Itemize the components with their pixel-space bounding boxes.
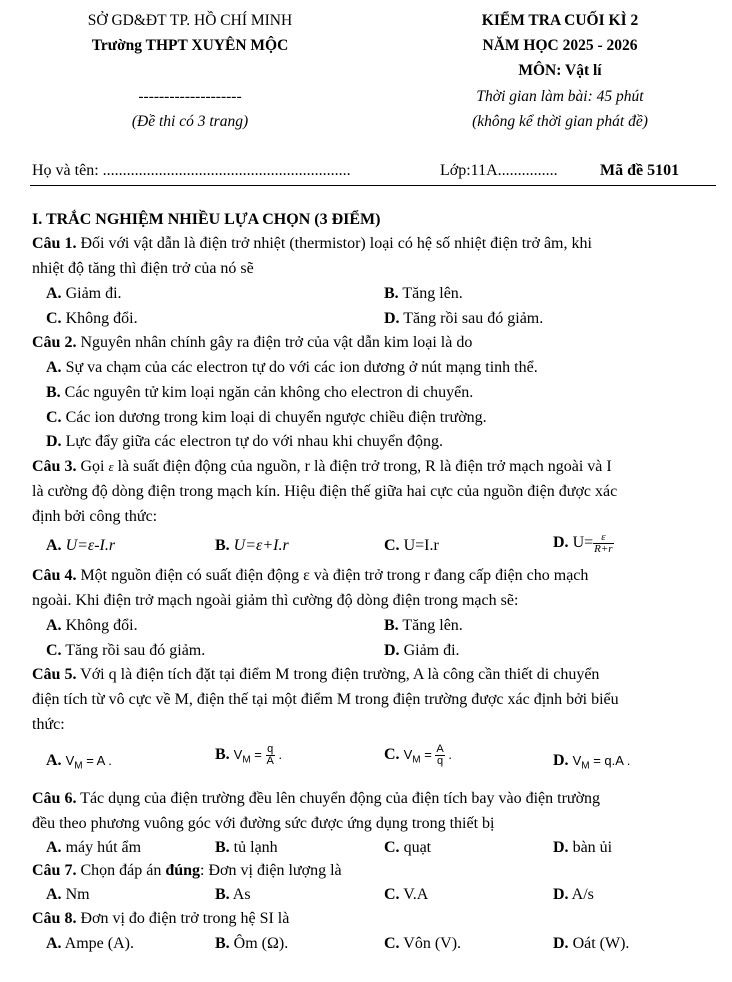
option-a <box>46 935 134 953</box>
question-2 <box>32 334 472 352</box>
option-text: As <box>229 886 251 903</box>
question-text: Chọn đáp án <box>76 862 166 879</box>
option-label: D. <box>553 534 569 552</box>
option-a <box>46 359 538 377</box>
option-a <box>46 752 112 772</box>
exam-code: Mã đề 5101 <box>600 162 680 179</box>
option-label: A. <box>46 935 62 952</box>
question-number: Câu 8. <box>32 910 77 927</box>
question-1 <box>32 235 592 253</box>
section-title: I. TRẮC NGHIỆM NHIỀU LỰA CHỌN (3 ĐIỂM) <box>32 211 381 228</box>
page-count: (Đề thi có 3 trang) <box>131 113 249 130</box>
question-6 <box>32 790 600 808</box>
option-b <box>215 935 288 953</box>
student-name-field: Họ và tên: .............................................................. <box>32 162 351 179</box>
option-label: A. <box>46 886 62 903</box>
option-text: Không đổi. <box>61 310 138 327</box>
option-label: D. <box>553 839 569 856</box>
option-label: D. <box>553 886 569 903</box>
option-a <box>46 617 138 635</box>
option-text: Không đổi. <box>61 617 138 634</box>
question-text-cont: định bởi công thức: <box>32 508 158 525</box>
option-d <box>553 839 612 857</box>
class-field: Lớp:11A............... <box>440 162 558 179</box>
header-divider <box>30 185 716 186</box>
question-4 <box>32 567 588 585</box>
question-text: Tác dụng của điện trường đều lên chuyển động của điện tích bay vào điện trường <box>76 790 601 807</box>
option-label: C. <box>46 310 62 327</box>
option-d <box>553 886 594 904</box>
option-formula: $V_M = q.A$ . <box>572 753 631 772</box>
option-label: A. <box>46 617 62 634</box>
fraction-numerator: q <box>267 743 274 755</box>
fraction-numerator: ε <box>601 531 606 543</box>
question-text: Đơn vị đo điện trở trong hệ SI là <box>76 910 290 927</box>
epsilon-symbol: ε <box>108 459 114 474</box>
question-5 <box>32 666 599 684</box>
option-text: Tăng lên. <box>398 617 463 634</box>
option-c <box>384 537 439 555</box>
option-d <box>384 310 543 328</box>
option-label: C. <box>46 409 62 426</box>
option-formula: U=ε+I.r <box>229 537 289 554</box>
question-number: Câu 6. <box>32 790 77 807</box>
option-c <box>46 642 205 660</box>
option-text: tủ lạnh <box>229 839 278 856</box>
option-text: Oát (W). <box>568 935 630 952</box>
question-8 <box>32 910 289 928</box>
question-text: Đối với vật dẫn là điện trở nhiệt (thermistor) loại có hệ số nhiệt điện trở âm, khi <box>76 235 592 252</box>
option-text: bàn ủi <box>568 839 613 856</box>
option-label: A. <box>46 359 62 376</box>
school-name: Trường THPT XUYÊN MỘC <box>91 37 289 54</box>
option-formula: U= <box>568 534 594 552</box>
option-c <box>384 935 461 953</box>
question-text: là suất điện động của nguồn, r là điện trở trong, R là điện trở mạch ngoài và I <box>113 458 612 475</box>
option-label: C. <box>384 839 400 856</box>
option-label: B. <box>215 886 230 903</box>
fraction-numerator: A <box>436 743 444 755</box>
option-b <box>215 744 282 767</box>
option-c <box>384 886 428 904</box>
option-label: B. <box>215 745 230 763</box>
question-number: Câu 7. <box>32 862 77 879</box>
option-label: B. <box>215 537 230 554</box>
option-label: D. <box>384 642 400 659</box>
option-text: Giảm đi. <box>61 285 122 302</box>
question-text-cont: đều theo phương vuông góc với đường sức được ứng dụng trong thiết bị <box>32 815 495 832</box>
option-text: quạt <box>399 839 432 856</box>
option-label: C. <box>384 537 400 554</box>
option-a <box>46 285 122 303</box>
option-label: B. <box>384 617 399 634</box>
option-text: V.A <box>399 886 429 903</box>
option-label: A. <box>46 285 62 302</box>
question-text-cont: nhiệt độ tăng thì điện trở của nó sẽ <box>32 260 254 277</box>
option-label: D. <box>553 935 569 952</box>
exam-title: KIỂM TRA CUỐI KÌ 2 <box>481 12 639 29</box>
option-c <box>384 744 452 767</box>
option-label: B. <box>215 935 230 952</box>
question-number: Câu 5. <box>32 666 77 683</box>
option-b <box>215 886 251 904</box>
question-emphasis: đúng <box>165 862 201 879</box>
option-label: A. <box>46 752 62 769</box>
question-text: : Đơn vị điện lượng là <box>200 862 342 879</box>
question-number: Câu 4. <box>32 567 77 584</box>
option-formula: U=ε-I.r <box>61 537 116 554</box>
option-text: Tăng rồi sau đó giảm. <box>61 642 206 659</box>
school-year: NĂM HỌC 2025 - 2026 <box>482 37 638 54</box>
option-text: Nm <box>61 886 90 903</box>
option-formula: $V_M = A$ . <box>65 753 112 772</box>
time-limit: Thời gian làm bài: 45 phút <box>476 88 644 105</box>
question-number: Câu 2. <box>32 334 77 351</box>
option-b <box>384 617 463 635</box>
option-d <box>553 532 614 555</box>
question-text: Với q là điện tích đặt tại điểm M trong điện trường, A là công cần thiết di chuyển <box>76 666 600 683</box>
option-d <box>553 935 629 953</box>
option-d <box>46 433 443 451</box>
option-label: D. <box>384 310 400 327</box>
option-text: Các ion dương trong kim loại di chuyển ngược chiều điện trường. <box>61 409 487 426</box>
fraction-denominator: q <box>437 755 444 767</box>
option-d <box>553 752 630 772</box>
option-a <box>46 886 90 904</box>
question-text-cont: thức: <box>32 716 65 733</box>
question-text-cont: điện tích từ vô cực về M, điện thế tại một điểm M trong điện trường được xác định bởi biểu <box>32 691 619 708</box>
option-label: B. <box>384 285 399 302</box>
fraction-denominator: A <box>266 755 274 767</box>
option-d <box>384 642 460 660</box>
option-label: A. <box>46 537 62 554</box>
option-formula: $V_M$ = $\frac{A}{q}$ . <box>403 743 452 767</box>
option-label: C. <box>384 935 400 952</box>
option-label: B. <box>215 839 230 856</box>
option-text: máy hút ẩm <box>61 839 142 856</box>
option-text: Các nguyên tử kim loại ngăn cản không cho electron di chuyển. <box>60 384 474 401</box>
fraction-denominator: R+r <box>594 543 613 555</box>
option-text: Ampe (A). <box>61 935 134 952</box>
option-text: Tăng rồi sau đó giảm. <box>399 310 544 327</box>
subject: MÔN: Vật lí <box>518 62 602 79</box>
option-text: A/s <box>568 886 594 903</box>
fraction <box>266 744 275 767</box>
header-dashes: -------------------- <box>138 88 242 105</box>
question-text: Nguyên nhân chính gây ra điện trở của vật dẫn kim loại là do <box>76 334 473 351</box>
question-3 <box>32 458 612 476</box>
option-a <box>46 537 115 555</box>
question-text-cont: ngoài. Khi điện trở mạch ngoài giảm thì cường độ dòng điện trong mạch sẽ: <box>32 592 519 609</box>
option-b <box>215 537 289 555</box>
question-text: Một nguồn điện có suất điện động ε và điện trở trong r đang cấp điện cho mạch <box>76 567 589 584</box>
option-label: C. <box>46 642 62 659</box>
question-text-cont: là cường độ dòng điện trong mạch kín. Hiệu điện thế giữa hai cực của nguồn điện được xác <box>32 483 618 500</box>
option-text: Lực đẩy giữa các electron tự do với nhau khi chuyển động. <box>61 433 444 450</box>
option-label: C. <box>384 745 400 763</box>
option-a <box>46 839 141 857</box>
option-b <box>215 839 278 857</box>
option-label: B. <box>46 384 61 401</box>
department-name: SỞ GD&ĐT TP. HỒ CHÍ MINH <box>87 12 293 29</box>
option-text: Ôm (Ω). <box>229 935 289 952</box>
option-c <box>384 839 431 857</box>
option-b <box>384 285 463 303</box>
question-text: Gọi <box>76 458 109 475</box>
fraction <box>435 744 444 767</box>
option-text: Tăng lên. <box>398 285 463 302</box>
option-b <box>46 384 473 402</box>
option-text: Vôn (V). <box>399 935 462 952</box>
option-c <box>46 409 487 427</box>
option-text: Giảm đi. <box>399 642 460 659</box>
option-text: Sự va chạm của các electron tự do với các ion dương ở nút mạng tinh thể. <box>61 359 538 376</box>
option-label: A. <box>46 839 62 856</box>
option-label: D. <box>553 752 569 769</box>
time-note: (không kể thời gian phát đề) <box>472 113 648 130</box>
question-number: Câu 3. <box>32 458 77 475</box>
option-formula: U=I.r <box>399 537 439 554</box>
question-7 <box>32 862 342 880</box>
option-label: D. <box>46 433 62 450</box>
option-c <box>46 310 138 328</box>
option-label: C. <box>384 886 400 903</box>
option-formula: $V_M$ = $\frac{q}{A}$ . <box>233 743 283 767</box>
question-number: Câu 1. <box>32 235 77 252</box>
fraction <box>593 532 613 555</box>
